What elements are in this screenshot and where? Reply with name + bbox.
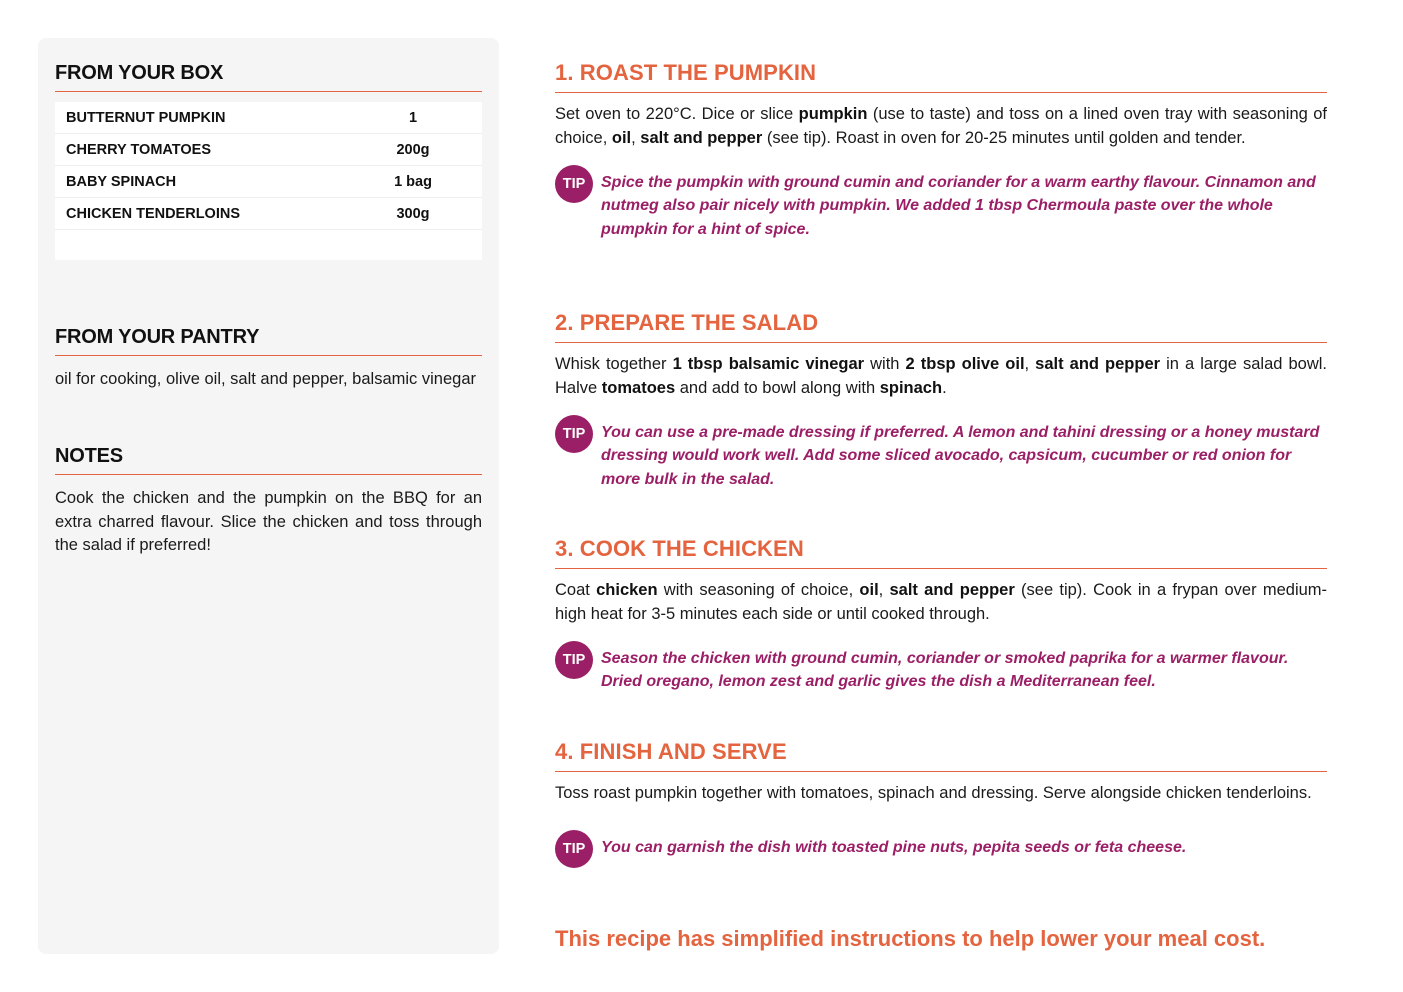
step-title: 3. COOK THE CHICKEN <box>555 536 1327 569</box>
ingredient-name: BUTTERNUT PUMPKIN <box>55 102 366 134</box>
ingredient-row <box>55 134 482 166</box>
ingredient-highlight: tomatoes <box>601 378 676 397</box>
text-run: Set oven to 220°C. Dice or slice <box>555 105 799 123</box>
ingredient-quantity: 1 <box>366 102 460 134</box>
ingredient-row <box>55 198 482 230</box>
ingredient-quantity: 200g <box>366 134 460 166</box>
tip-text: You can use a pre-made dressing if preferred. A lemon and tahini dressing or a honey mustard dressing would work well. Add some sliced avocado, capsicum, cucumber or red onion for more bulk in the salad. <box>601 424 1320 488</box>
pantry-list: oil for cooking, olive oil, salt and pepper, balsamic vinegar <box>55 370 476 388</box>
text-run: with <box>864 355 906 373</box>
ingredients-table <box>55 102 482 260</box>
step-text <box>555 782 1327 806</box>
ingredient-highlight: 1 tbsp balsamic vinegar <box>672 355 865 373</box>
from-your-pantry-section <box>55 326 482 392</box>
step-title: 1. ROAST THE PUMPKIN <box>555 60 1327 93</box>
ingredient-name: CHICKEN TENDERLOINS <box>55 198 366 230</box>
text-run: Toss roast pumpkin together with tomatoes, spinach and dressing. Serve alongside chicken tenderloins. <box>555 784 1312 802</box>
ingredient-highlight: pumpkin <box>798 105 868 123</box>
text-run: , <box>1024 355 1036 373</box>
notes-heading: NOTES <box>55 445 482 475</box>
tip-badge: TIP <box>555 641 593 679</box>
text-run: (see tip). Roast in oven for 20-25 minutes until golden and tender. <box>762 128 1246 147</box>
step-4 <box>555 739 1327 874</box>
ingredient-highlight: chicken <box>596 581 658 599</box>
text-run: with seasoning of choice, <box>657 581 860 599</box>
row-spacer <box>460 166 482 198</box>
text-run: Whisk together <box>555 355 673 373</box>
step-text <box>555 103 1327 150</box>
step-2 <box>555 310 1327 491</box>
ingredient-highlight: 2 tbsp olive oil <box>905 355 1025 373</box>
step-text <box>555 579 1327 626</box>
step-title: 4. FINISH AND SERVE <box>555 739 1327 772</box>
step-title: 2. PREPARE THE SALAD <box>555 310 1327 343</box>
step-text <box>555 353 1327 400</box>
text-run: (see tip). Cook in a frypan over medium-high heat for 3-5 minutes each side or until cooked through. <box>555 581 1328 623</box>
notes-section <box>55 445 482 558</box>
tip <box>555 836 1327 874</box>
text-run: , <box>631 128 641 147</box>
notes-text: Cook the chicken and the pumpkin on the BBQ for an extra charred flavour. Slice the chicken and toss through the salad if preferred! <box>55 489 482 554</box>
text-run: Coat <box>555 581 597 599</box>
ingredient-name: BABY SPINACH <box>55 166 366 198</box>
ingredient-highlight: salt and pepper <box>640 128 763 147</box>
tip <box>555 647 1327 694</box>
text-run: (use to taste) and toss on a lined oven tray with seasoning of choice, <box>555 105 1327 147</box>
tip-text: Season the chicken with ground cumin, coriander or smoked paprika for a warmer flavour. Dried oregano, lemon zest and garlic gives the dish a Mediterranean feel. <box>601 650 1289 691</box>
ingredient-highlight: oil <box>859 581 879 599</box>
ingredient-row <box>55 166 482 198</box>
text-run: . <box>942 378 947 397</box>
row-spacer <box>460 198 482 230</box>
tip-text: You can garnish the dish with toasted pine nuts, pepita seeds or feta cheese. <box>601 838 1187 856</box>
tip-badge: TIP <box>555 415 593 453</box>
step-3 <box>555 536 1327 694</box>
ingredient-quantity: 300g <box>366 198 460 230</box>
ingredient-highlight: salt and pepper <box>889 581 1015 599</box>
text-run: and add to bowl along with <box>675 378 880 397</box>
tip-badge: TIP <box>555 165 593 203</box>
ingredient-highlight: salt and pepper <box>1035 355 1161 373</box>
empty-row <box>55 230 482 261</box>
from-your-pantry-heading: FROM YOUR PANTRY <box>55 326 482 356</box>
ingredient-name: CHERRY TOMATOES <box>55 134 366 166</box>
footer-note: This recipe has simplified instructions to help lower your meal cost. <box>555 926 1266 951</box>
ingredients-panel <box>38 38 499 954</box>
ingredient-row <box>55 102 482 134</box>
tip <box>555 171 1327 241</box>
ingredient-highlight: spinach <box>879 378 943 397</box>
ingredient-highlight: oil <box>611 128 632 147</box>
row-spacer <box>460 134 482 166</box>
text-run: in a large salad bowl. Halve <box>555 355 1327 397</box>
from-your-box-heading: FROM YOUR BOX <box>55 62 482 92</box>
row-spacer <box>460 102 482 134</box>
tip-text: Spice the pumpkin with ground cumin and coriander for a warm earthy flavour. Cinnamon and nutmeg also pair nicely with pumpkin. We added 1 tbsp Chermoula paste over the whole pumpkin for a hint of spice. <box>601 174 1316 238</box>
tip <box>555 421 1327 491</box>
step-1 <box>555 60 1327 241</box>
from-your-box-section <box>55 62 482 260</box>
tip-badge: TIP <box>555 830 593 868</box>
ingredient-quantity: 1 bag <box>366 166 460 198</box>
text-run: , <box>878 581 890 599</box>
